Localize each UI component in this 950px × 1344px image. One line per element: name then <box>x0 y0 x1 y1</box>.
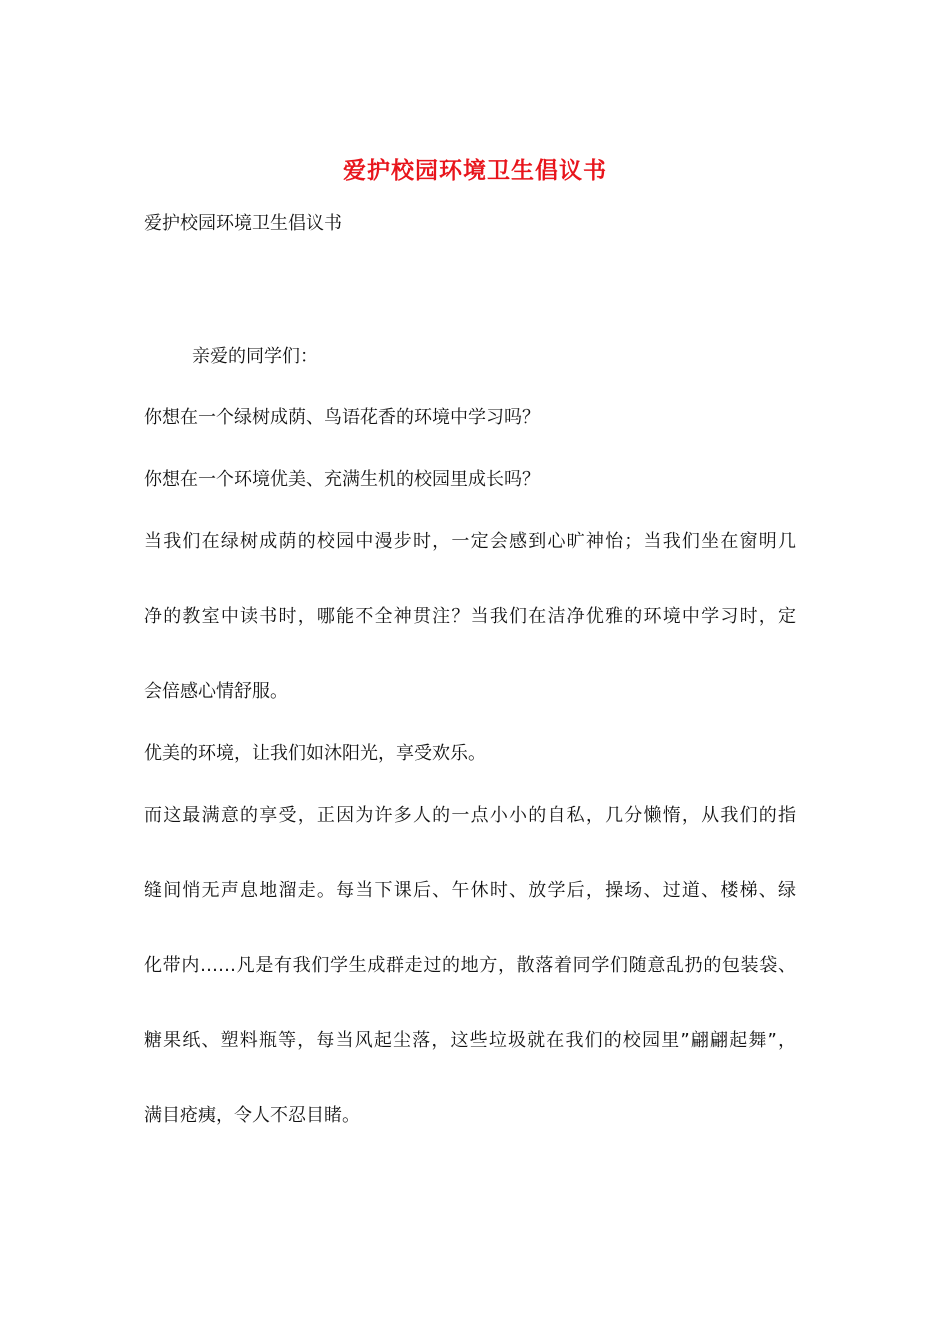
salutation: 亲爱的同学们： <box>192 346 318 367</box>
paragraph-line: 化带内……凡是有我们学生成群走过的地方，散落着同学们随意乱扔的包装袋、 <box>144 955 796 976</box>
document-subtitle: 爱护校园环境卫生倡议书 <box>144 213 342 234</box>
paragraph-line: 净的教室中读书时，哪能不全神贯注？当我们在洁净优雅的环境中学习时，定 <box>144 606 796 627</box>
paragraph-line: 你想在一个环境优美、充满生机的校园里成长吗？ <box>144 469 540 490</box>
paragraph-line: 当我们在绿树成荫的校园中漫步时，一定会感到心旷神怡；当我们坐在窗明几 <box>144 531 796 552</box>
paragraph-line: 优美的环境，让我们如沐阳光，享受欢乐。 <box>144 743 486 764</box>
paragraph-line: 糖果纸、塑料瓶等，每当风起尘落，这些垃圾就在我们的校园里”翩翩起舞”， <box>144 1030 796 1051</box>
paragraph-line: 而这最满意的享受，正因为许多人的一点小小的自私，几分懒惰，从我们的指 <box>144 805 796 826</box>
paragraph-line: 你想在一个绿树成荫、鸟语花香的环境中学习吗？ <box>144 407 540 428</box>
document-title: 爱护校园环境卫生倡议书 <box>343 157 607 184</box>
paragraph-line: 满目疮痍，令人不忍目睹。 <box>144 1105 360 1126</box>
paragraph-line: 缝间悄无声息地溜走。每当下课后、午休时、放学后，操场、过道、楼梯、绿 <box>144 880 796 901</box>
paragraph-line: 会倍感心情舒服。 <box>144 681 288 702</box>
